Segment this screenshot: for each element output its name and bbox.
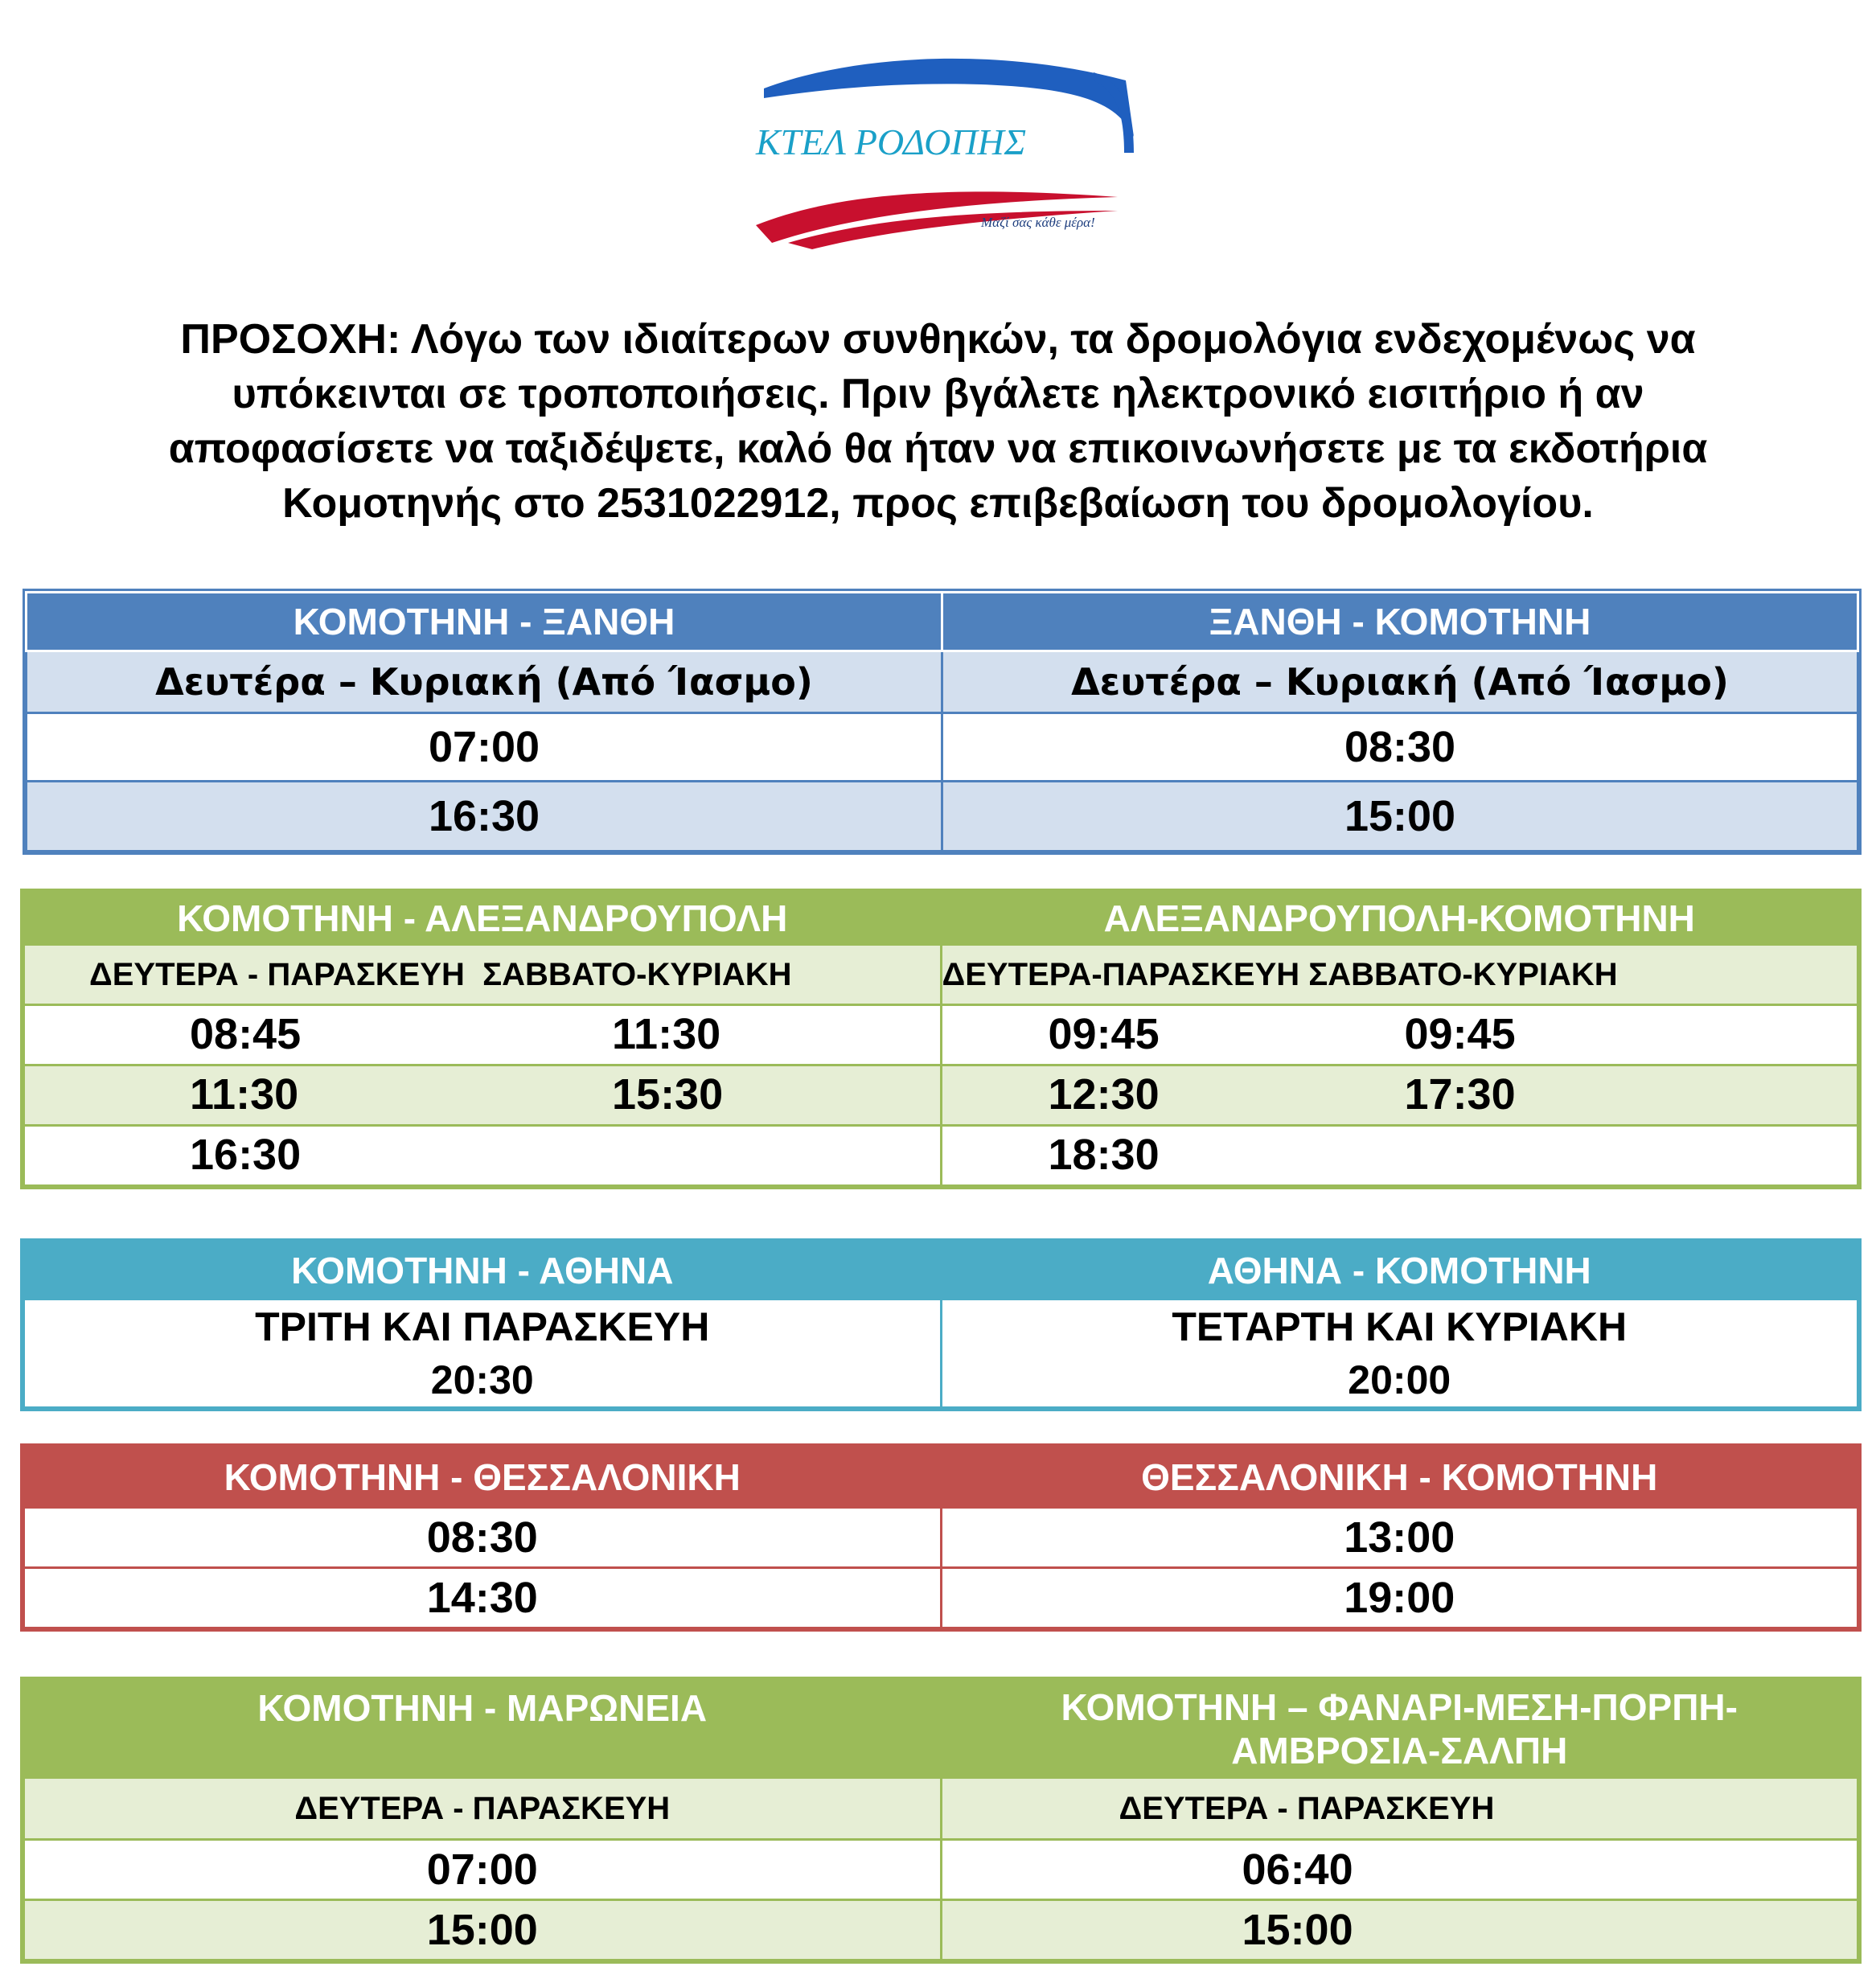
- weekend-time: 17:30: [1404, 1070, 1516, 1119]
- route-title: ΚΟΜΟΤΗΝΗ - ΘΕΣΣΑΛΟΝΙΚΗ: [24, 1447, 942, 1508]
- schedule-komotini-athina: [20, 1238, 1862, 1411]
- weekday-time: 08:45: [190, 1010, 302, 1058]
- route-title: ΑΘΗΝΑ - ΚΟΜΟΤΗΝΗ: [941, 1242, 1858, 1299]
- notice-text: [48, 312, 1828, 531]
- time-row: [941, 1065, 1858, 1126]
- departure-time: 19:00: [941, 1568, 1858, 1628]
- departure-time: 06:40: [941, 1840, 1858, 1900]
- route-title: ΚΟΜΟΤΗΝΗ - ΞΑΝΘΗ: [27, 593, 942, 651]
- time-row: [941, 1126, 1858, 1186]
- departure-time: 07:00: [24, 1840, 942, 1900]
- route-title-line: ΑΜΒΡΟΣΙΑ-ΣΑΛΠΗ: [1231, 1730, 1568, 1772]
- ktel-rodopis-logo: [740, 32, 1142, 249]
- notice-line: ΠΡΟΣΟΧΗ: Λόγω των ιδιαίτερων συνθηκών, τα δρομολόγια ενδεχομένως να: [180, 316, 1696, 363]
- time-row: [24, 1065, 942, 1126]
- weekday-time: 18:30: [1048, 1131, 1160, 1179]
- weekday-time: 09:45: [1048, 1010, 1160, 1058]
- notice-line: Κομοτηνής στο 2531022912, προς επιβεβαίωση του δρομολογίου.: [282, 480, 1594, 527]
- departure-time: 16:30: [27, 782, 942, 852]
- route-title-multi: [941, 1681, 1858, 1778]
- days-label: ΔΕΥΤΕΡΑ - ΠΑΡΑΣΚΕΥΗ: [24, 1778, 942, 1840]
- route-title: ΞΑΝΘΗ - ΚΟΜΟΤΗΝΗ: [942, 593, 1858, 651]
- days-and-time: [24, 1299, 942, 1408]
- weekend-time: 15:30: [612, 1070, 724, 1119]
- departure-time: 14:30: [24, 1568, 942, 1628]
- route-title-line: ΚΟΜΟΤΗΝΗ – ΦΑΝΑΡΙ-ΜΕΣΗ-ΠΟΡΠΗ-: [1061, 1686, 1738, 1728]
- weekend-time: 09:45: [1404, 1010, 1516, 1058]
- days-label: Δευτέρα – Κυριακή (Από Ίασμο): [942, 651, 1858, 713]
- schedule-komotini-xanthi: [23, 589, 1862, 855]
- departure-time: 15:00: [942, 782, 1858, 852]
- days-label: ΔΕΥΤΕΡΑ - ΠΑΡΑΣΚΕΥΗ ΣΑΒΒΑΤΟ-ΚΥΡΙΑΚΗ: [24, 945, 942, 1005]
- days-label: Δευτέρα – Κυριακή (Από Ίασμο): [27, 651, 942, 713]
- departure-time: 13:00: [941, 1508, 1858, 1568]
- days-label: ΔΕΥΤΕΡΑ-ΠΑΡΑΣΚΕΥΗ ΣΑΒΒΑΤΟ-ΚΥΡΙΑΚΗ: [941, 945, 1858, 1005]
- time-row: [941, 1005, 1858, 1065]
- departure-time: 08:30: [24, 1508, 942, 1568]
- schedule-komotini-alexandroupoli: [20, 889, 1862, 1189]
- days-and-time: [941, 1299, 1858, 1408]
- logo-tagline: Μαζί σας κάθε μέρα!: [981, 215, 1095, 230]
- weekend-time: 11:30: [612, 1010, 721, 1058]
- days-label: ΤΕΤΑΡΤΗ ΚΑΙ ΚΥΡΙΑΚΗ: [1172, 1304, 1628, 1349]
- schedule-komotini-thessaloniki: [20, 1443, 1862, 1632]
- notice-line: αποφασίσετε να ταξιδέψετε, καλό θα ήταν να επικοινωνήσετε με τα εκδοτήρια: [168, 425, 1708, 472]
- weekday-time: 11:30: [190, 1070, 299, 1119]
- notice-line: υπόκεινται σε τροποποιήσεις. Πριν βγάλετε ηλεκτρονικό εισιτήριο ή αν: [232, 371, 1644, 417]
- time-row: [24, 1005, 942, 1065]
- logo-graphic: [740, 32, 1142, 249]
- departure-time: 08:30: [942, 713, 1858, 782]
- departure-time: 15:00: [24, 1900, 942, 1960]
- departure-time: 20:00: [1348, 1357, 1451, 1402]
- route-title: ΘΕΣΣΑΛΟΝΙΚΗ - ΚΟΜΟΤΗΝΗ: [941, 1447, 1858, 1508]
- departure-time: 07:00: [27, 713, 942, 782]
- logo-brand-text: ΚΤΕΛ ΡΟΔΟΠΗΣ: [756, 121, 1027, 162]
- departure-time: 20:30: [430, 1357, 534, 1402]
- route-title: ΚΟΜΟΤΗΝΗ - ΑΛΕΞΑΝΔΡΟΥΠΟΛΗ: [24, 893, 942, 945]
- weekday-time: 12:30: [1048, 1070, 1160, 1119]
- weekday-time: 16:30: [190, 1131, 302, 1179]
- route-title: ΚΟΜΟΤΗΝΗ - ΑΘΗΝΑ: [24, 1242, 942, 1299]
- schedule-komotini-maroneia: [20, 1677, 1862, 1964]
- departure-time: 15:00: [941, 1900, 1858, 1960]
- route-title: ΑΛΕΞΑΝΔΡΟΥΠΟΛΗ-ΚΟΜΟΤΗΝΗ: [941, 893, 1858, 945]
- days-label: ΔΕΥΤΕΡΑ - ΠΑΡΑΣΚΕΥΗ: [941, 1778, 1858, 1840]
- days-label: ΤΡΙΤΗ ΚΑΙ ΠΑΡΑΣΚΕΥΗ: [255, 1304, 710, 1349]
- route-title: ΚΟΜΟΤΗΝΗ - ΜΑΡΩΝΕΙΑ: [24, 1681, 942, 1778]
- time-row: [24, 1126, 942, 1186]
